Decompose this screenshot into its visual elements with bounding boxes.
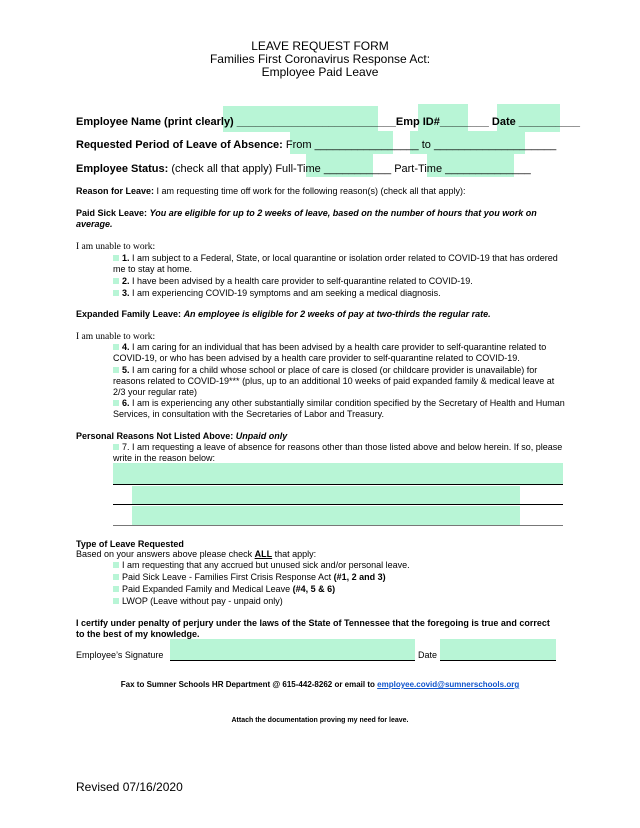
to-line: ____________________ [433, 139, 557, 151]
item-text: 7. I am requesting a leave of absence for reasons other than those listed above and below herein. If so, please write in the reason below: [113, 442, 563, 463]
signature-date-field[interactable] [440, 639, 556, 660]
from-label: From [285, 139, 312, 151]
signature-label: Employee’s Signature [76, 650, 164, 660]
item-number: 4. [122, 342, 130, 352]
leave-period-row [76, 139, 556, 151]
option-checkbox[interactable] [113, 586, 119, 592]
full-time-line: ___________ [323, 163, 392, 175]
expanded-item-6 [113, 398, 568, 420]
paid-sick-unable: I am unable to work: [76, 242, 156, 252]
reason-label: Reason for Leave: [76, 186, 155, 196]
signature-line [170, 660, 415, 661]
checkbox-4[interactable] [113, 344, 119, 350]
option-checkbox[interactable] [113, 574, 119, 580]
paid-sick-item-1 [113, 253, 568, 275]
form-subtitle-2: Employee Paid Leave [261, 65, 379, 79]
item-number: 6. [122, 398, 130, 408]
checkbox-5[interactable] [113, 367, 119, 373]
leave-option-4 [113, 596, 283, 607]
paid-sick-item-3 [113, 288, 568, 299]
employee-name-line: __________________________ [236, 116, 396, 128]
reason-field-3[interactable] [132, 506, 520, 525]
certify-text: I certify under penalty of perjury under the laws of the State of Tennessee that the foregoing is true and correct to the best of my knowledge. [76, 618, 550, 639]
attach-note: Attach the documentation proving my need for leave. [231, 717, 409, 724]
option-text: Paid Expanded Family and Medical Leave [122, 584, 291, 594]
personal-unpaid: Unpaid only [235, 431, 288, 441]
date-line: __________ [518, 116, 580, 128]
option-bold: (#4, 5 & 6) [292, 584, 336, 594]
option-text: Paid Sick Leave - Families First Crisis Response Act [122, 572, 332, 582]
reason-for-leave [76, 186, 566, 197]
paid-sick-label: Paid Sick Leave: [76, 208, 148, 218]
emp-id-line: ________ [439, 116, 489, 128]
item-number: 3. [122, 288, 130, 298]
checkbox-2[interactable] [113, 278, 119, 284]
email-link[interactable]: employee.covid@sumnerschools.org [377, 680, 520, 689]
reason-text: I am requesting time off work for the following reason(s) (check all that apply): [156, 186, 466, 196]
reason-field-1[interactable] [113, 463, 563, 485]
from-line: _________________ [314, 139, 419, 151]
item-text: I am subject to a Federal, State, or local quarantine or isolation order related to COVID-19 that has ordered me to stay at home. [113, 253, 558, 274]
reason-line-2 [113, 504, 563, 505]
form-subtitle: Families First Coronavirus Response Act: [209, 52, 431, 66]
signature-date-label: Date [418, 650, 438, 660]
to-label: to [421, 139, 431, 151]
date-label: Date [491, 116, 516, 128]
expanded-label: Expanded Family Leave: [76, 309, 182, 319]
personal-label: Personal Reasons Not Listed Above: [76, 431, 234, 441]
expanded-item-5 [113, 365, 568, 398]
expanded-item-4 [113, 342, 568, 364]
item-number: 2. [122, 276, 130, 286]
checkbox-6[interactable] [113, 400, 119, 406]
option-checkbox[interactable] [113, 562, 119, 568]
type-of-leave-title: Type of Leave Requested [76, 539, 184, 549]
signature-date-line [440, 660, 556, 661]
fax-instructions [0, 680, 640, 689]
intro-all: ALL [254, 549, 273, 559]
employee-status-row [76, 163, 531, 175]
part-time-label: Part-Time [394, 163, 443, 175]
leave-option-1 [113, 560, 410, 571]
option-text: I am requesting that any accrued but unused sick and/or personal leave. [122, 560, 410, 570]
intro-post: that apply: [274, 549, 317, 559]
personal-reasons-heading [76, 431, 287, 442]
part-time-line: ______________ [445, 163, 531, 175]
form-title: LEAVE REQUEST FORM [251, 39, 389, 53]
employee-name-row [76, 116, 580, 128]
checkbox-7[interactable] [113, 444, 119, 450]
leave-period-label: Requested Period of Leave of Absence: [76, 139, 283, 151]
expanded-text: An employee is eligible for 2 weeks of pay at two-thirds the regular rate. [183, 309, 491, 319]
item-text: I am experiencing COVID-19 symptoms and am seeking a medical diagnosis. [132, 288, 441, 298]
personal-item-7 [113, 442, 568, 464]
item-text: I am caring for a child whose school or place of care is closed (or childcare provider is unavailable) for reasons related to COVID-19*** (plus, up to an additional 10 weeks of paid expanded family & medical leave at 2/3 your regular rate) [113, 365, 555, 397]
expanded-unable: I am unable to work: [76, 332, 156, 342]
reason-field-2[interactable] [132, 486, 520, 505]
reason-line-1 [113, 484, 563, 485]
paid-sick-text: You are eligible for up to 2 weeks of leave, based on the number of hours that you work on average. [76, 208, 537, 229]
leave-option-2 [113, 572, 386, 583]
option-checkbox[interactable] [113, 598, 119, 604]
item-text: I am caring for an individual that has been advised by a health care provider to self-quarantine related to COVID-19, or who has been advised by a health care provider to self-quarantine related to COVID-19. [113, 342, 547, 363]
fax-text: Fax to Sumner Schools HR Department @ 615-442-8262 or email to [120, 680, 375, 689]
expanded-family-heading [76, 309, 576, 320]
paid-sick-leave-heading [76, 208, 566, 230]
emp-id-label: Emp ID# [395, 116, 440, 128]
full-time-label: Full-Time [275, 163, 321, 175]
item-text: I am is experiencing any other substantially similar condition specified by the Secretary of Health and Human Services, in consultation with the Secretaries of Labor and Treasury. [113, 398, 565, 419]
option-text: LWOP (Leave without pay - unpaid only) [122, 596, 283, 606]
checkbox-1[interactable] [113, 255, 119, 261]
option-bold: (#1, 2 and 3) [333, 572, 386, 582]
employee-name-label: Employee Name (print clearly) [76, 116, 234, 128]
leave-option-3 [113, 584, 335, 595]
employee-status-hint: (check all that apply) [171, 163, 273, 175]
type-of-leave-intro [76, 549, 316, 560]
paid-sick-item-2 [113, 276, 568, 287]
revised-date: Revised 07/16/2020 [76, 780, 183, 794]
item-number: 1. [122, 253, 130, 263]
item-number: 5. [122, 365, 130, 375]
intro-pre: Based on your answers above please check [76, 549, 253, 559]
reason-line-3 [113, 525, 563, 526]
employee-status-label: Employee Status: [76, 163, 169, 175]
signature-field[interactable] [170, 639, 415, 660]
checkbox-3[interactable] [113, 290, 119, 296]
item-text: I have been advised by a health care provider to self-quarantine related to COVID-19. [132, 276, 473, 286]
